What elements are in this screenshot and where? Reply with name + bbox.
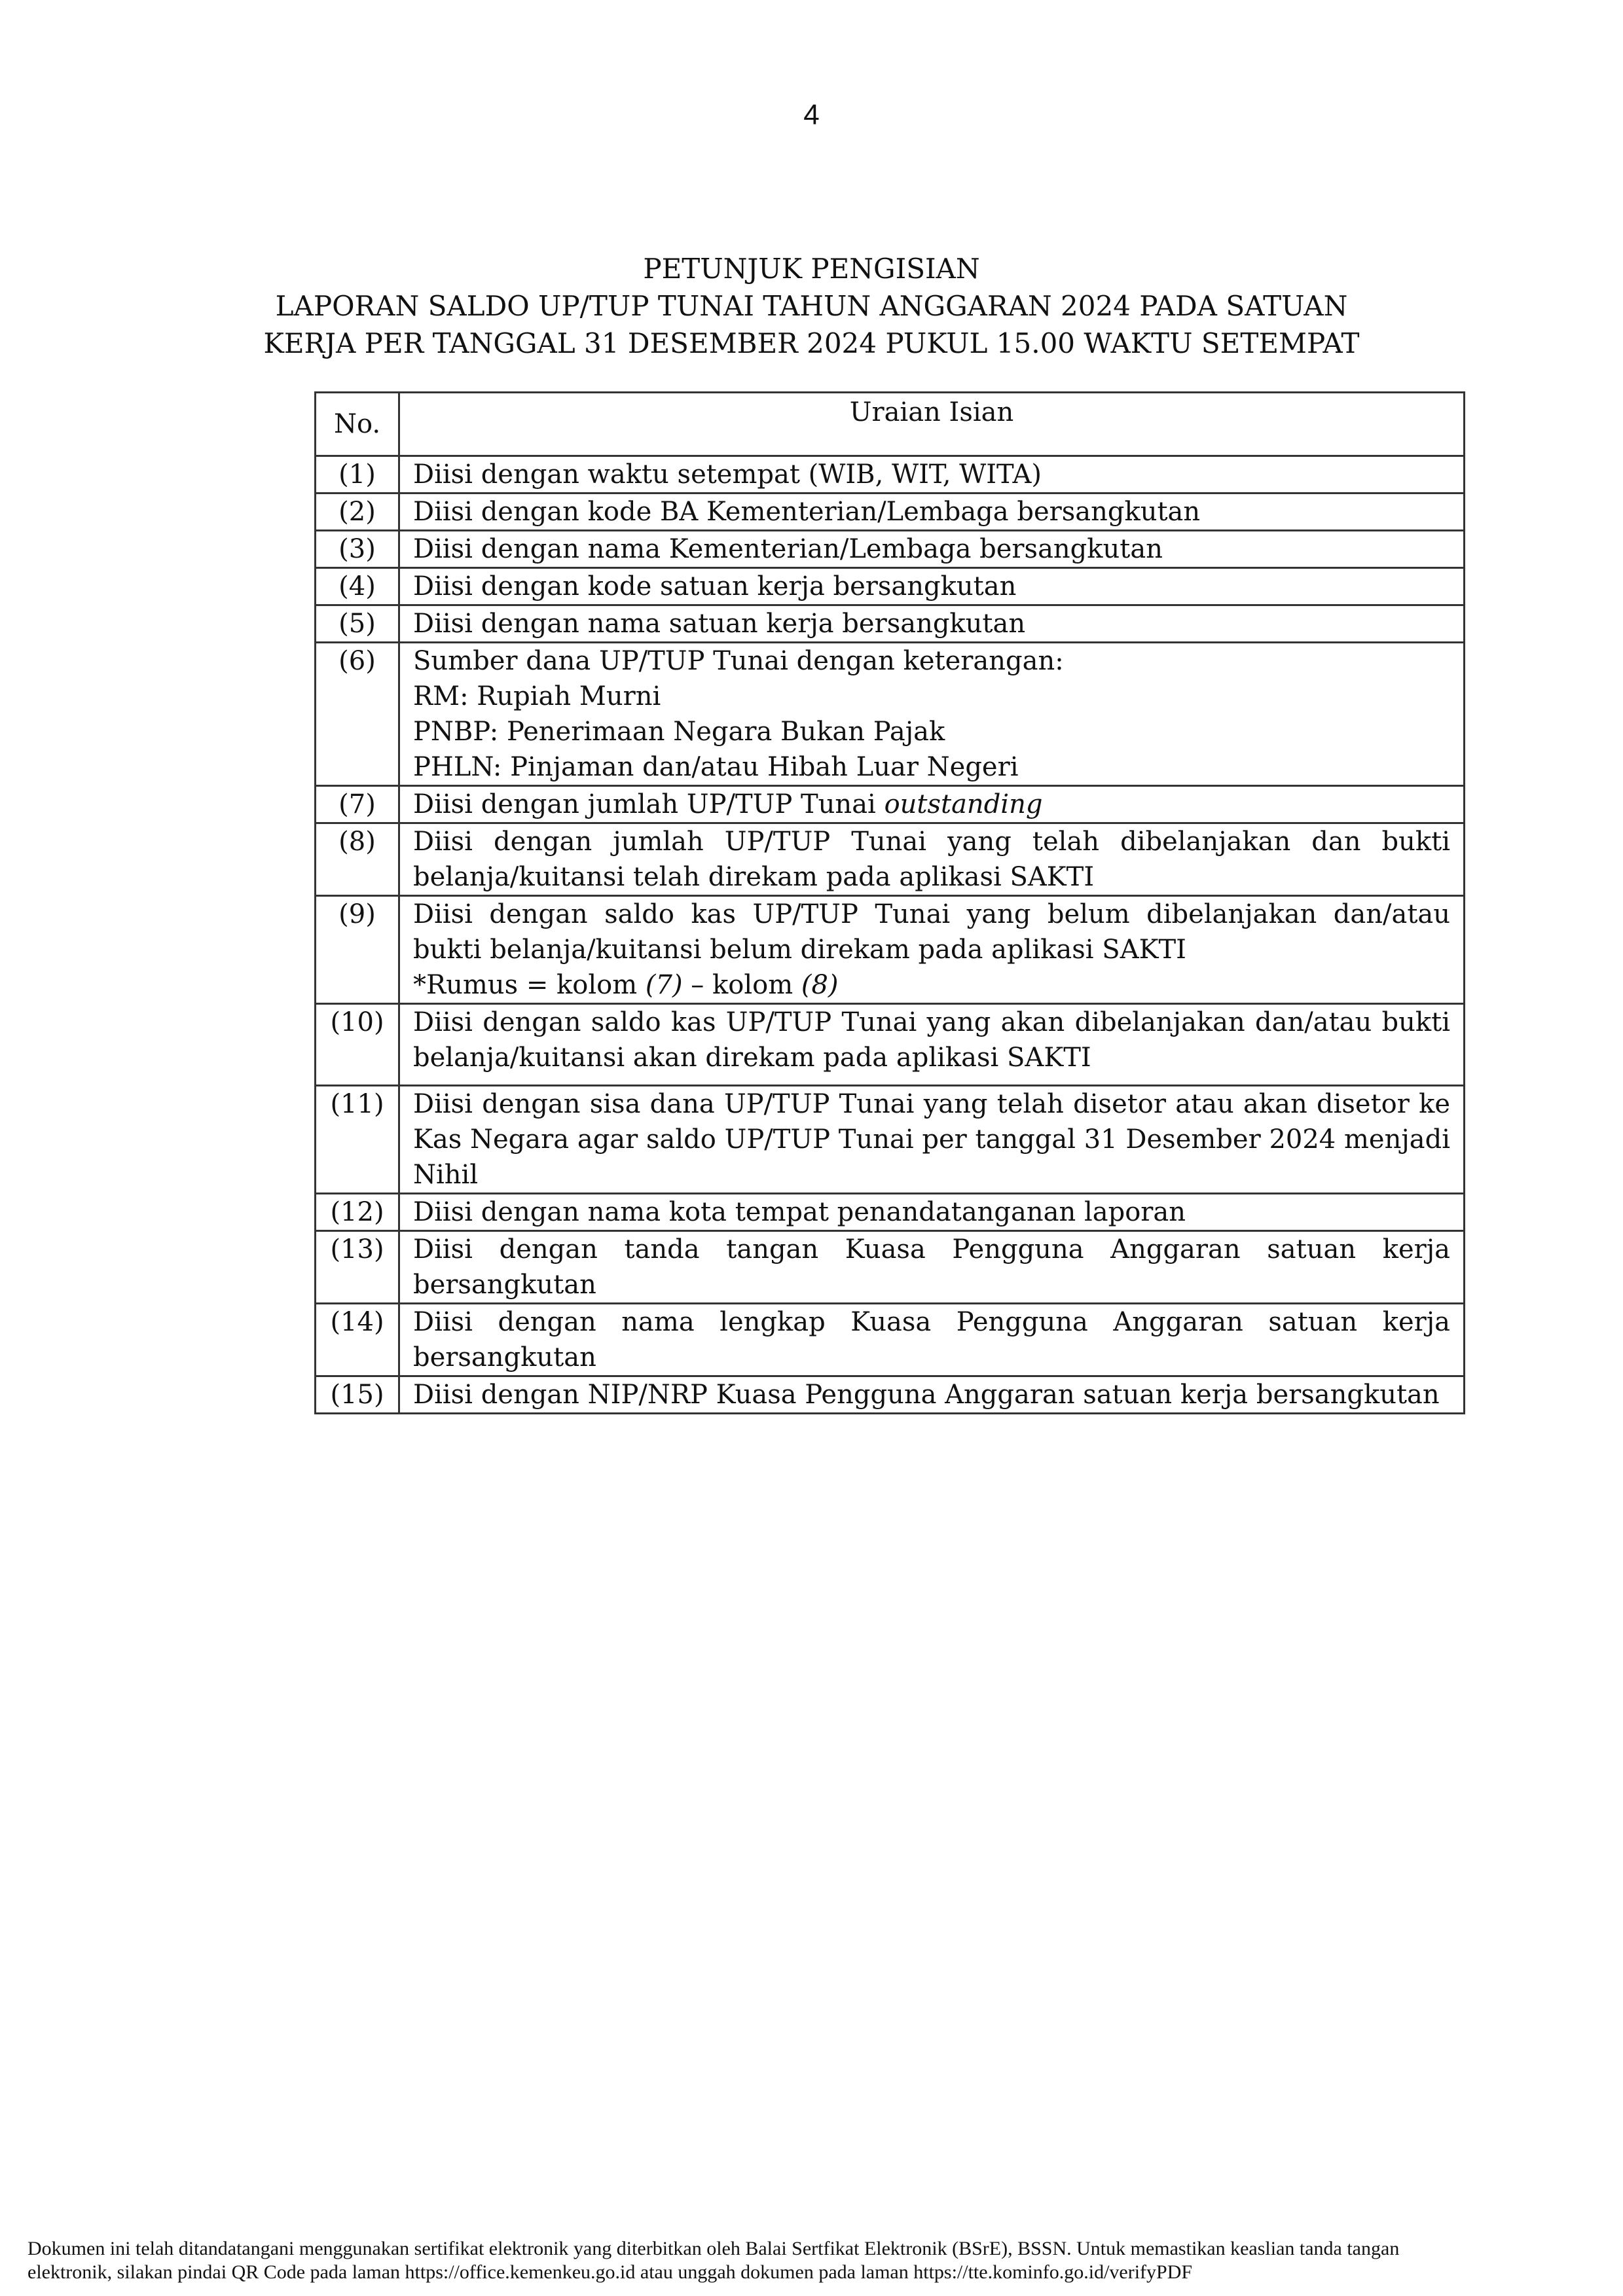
row-number: (12) [316,1194,399,1231]
row-description: Diisi dengan waktu setempat (WIB, WIT, WITA) [399,456,1465,493]
row-number: (14) [316,1304,399,1376]
table-row [316,1304,1465,1376]
row-description: Diisi dengan nama Kementerian/Lembaga bersangkutan [399,531,1465,568]
table-row [316,1004,1465,1086]
funding-source-phln: PHLN: Pinjaman dan/atau Hibah Luar Negeri [413,752,1019,782]
row-description [399,786,1465,823]
row-description-text: Diisi dengan saldo kas UP/TUP Tunai yang belum dibelanjakan dan/atau bukti belanja/kuitansi belum direkam pada aplikasi SAKTI [413,899,1450,965]
header-no: No. [316,393,399,456]
row-number: (1) [316,456,399,493]
row-description: Diisi dengan jumlah UP/TUP Tunai yang telah dibelanjakan dan bukti belanja/kuitansi telah direkam pada aplikasi SAKTI [399,823,1465,896]
row-number: (7) [316,786,399,823]
row-description: Diisi dengan sisa dana UP/TUP Tunai yang telah disetor atau akan disetor ke Kas Negara agar saldo UP/TUP Tunai per tanggal 31 Desember 2024 menjadi Nihil [399,1086,1465,1194]
row-description-text: Diisi dengan jumlah UP/TUP Tunai [413,789,876,819]
table-row [316,1231,1465,1304]
row-number: (3) [316,531,399,568]
row-description: Diisi dengan nama lengkap Kuasa Pengguna Anggaran satuan kerja bersangkutan [399,1304,1465,1376]
instructions-table [314,391,1465,1414]
table-row [316,1086,1465,1194]
table-row [316,896,1465,1004]
row-description [399,643,1465,786]
title-line-2: LAPORAN SALDO UP/TUP TUNAI TAHUN ANGGARAN 2024 PADA SATUAN [275,290,1348,322]
row-number: (4) [316,568,399,605]
title-line-3: KERJA PER TANGGAL 31 DESEMBER 2024 PUKUL 15.00 WAKTU SETEMPAT [263,327,1360,359]
row-number: (10) [316,1004,399,1086]
formula-prefix: *Rumus = kolom [413,970,638,1000]
table-row [316,568,1465,605]
row-number: (8) [316,823,399,896]
row-description: Diisi dengan tanda tangan Kuasa Pengguna Anggaran satuan kerja bersangkutan [399,1231,1465,1304]
e-signature-footer [27,2237,1596,2284]
table-row [316,1194,1465,1231]
formula-line [413,967,1450,1003]
document-title [0,250,1623,362]
formula-column-b: (8) [801,970,839,1000]
table-row [316,456,1465,493]
row-number: (13) [316,1231,399,1304]
header-uraian-isian: Uraian Isian [399,393,1465,456]
row-description: Diisi dengan NIP/NRP Kuasa Pengguna Anggaran satuan kerja bersangkutan [399,1376,1465,1414]
row-number: (6) [316,643,399,786]
row-description [399,896,1465,1004]
funding-source-intro: Sumber dana UP/TUP Tunai dengan keterangan: [413,646,1064,676]
row-description: Diisi dengan nama kota tempat penandatanganan laporan [399,1194,1465,1231]
row-number: (15) [316,1376,399,1414]
table-row [316,531,1465,568]
table-row [316,643,1465,786]
table-row [316,823,1465,896]
row-description: Diisi dengan kode BA Kementerian/Lembaga bersangkutan [399,493,1465,531]
title-line-1: PETUNJUK PENGISIAN [643,253,980,285]
page-number: 4 [803,99,820,131]
table-row [316,605,1465,643]
row-number: (5) [316,605,399,643]
row-description: Diisi dengan kode satuan kerja bersangkutan [399,568,1465,605]
table-row [316,786,1465,823]
table-row [316,493,1465,531]
funding-source-pnbp: PNBP: Penerimaan Negara Bukan Pajak [413,717,945,747]
funding-source-rm: RM: Rupiah Murni [413,681,661,711]
footer-line-2: elektronik, silakan pindai QR Code pada laman https://office.kemenkeu.go.id atau unggah dokumen pada laman https://tte.kominfo.go.id/verifyPDF [27,2261,1193,2283]
row-description: Diisi dengan saldo kas UP/TUP Tunai yang akan dibelanjakan dan/atau bukti belanja/kuitansi akan direkam pada aplikasi SAKTI [399,1004,1465,1086]
table-row [316,1376,1465,1414]
row-number: (11) [316,1086,399,1194]
row-number: (2) [316,493,399,531]
formula-minus: – kolom [691,970,793,1000]
row-description-italic: outstanding [884,789,1043,819]
row-number: (9) [316,896,399,1004]
row-description: Diisi dengan nama satuan kerja bersangkutan [399,605,1465,643]
formula-column-a: (7) [645,970,683,1000]
table-header-row [316,393,1465,456]
footer-line-1: Dokumen ini telah ditandatangani menggunakan sertifikat elektronik yang diterbitkan oleh Balai Sertfikat Elektronik (BSrE), BSSN. Untuk memastikan keaslian tanda tangan [27,2238,1400,2259]
